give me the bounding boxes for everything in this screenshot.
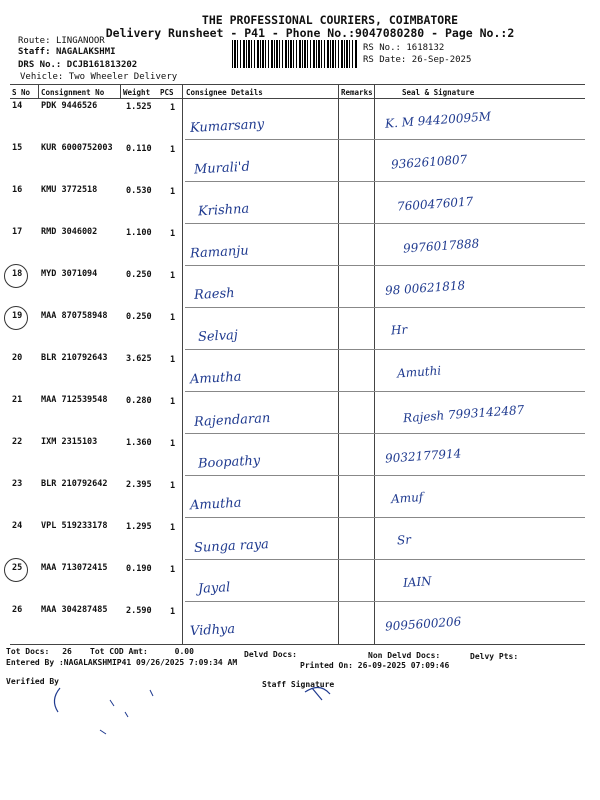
row-sno: 18 — [12, 269, 23, 279]
row-sno: 15 — [12, 143, 23, 153]
row-consignment-no: BLR 210792642 — [41, 479, 108, 489]
row-consignment-no: MAA 304287485 — [41, 605, 108, 615]
printed-on: Printed On: 26-09-2025 07:09:46 — [300, 661, 450, 670]
row-consignee-handwriting: Krishna — [197, 201, 250, 220]
row-pcs: 1 — [170, 271, 176, 281]
rs-date-value: 26-Sep-2025 — [411, 55, 472, 65]
row-sno: 26 — [12, 605, 23, 615]
rs-no-label: RS No.: — [363, 43, 401, 53]
company-title: THE PROFESSIONAL COURIERS, COIMBATORE — [201, 13, 459, 27]
row-consignment-no: MAA 713072415 — [41, 563, 108, 573]
col-header-weight: Weight — [123, 88, 151, 97]
col-header-consignment: Consignment No — [41, 88, 105, 97]
row-consignment-no: KUR 6000752003 — [41, 143, 113, 153]
row-weight: 0.110 — [126, 144, 152, 154]
staff-signature-label: Staff Signature — [262, 680, 335, 689]
row-weight: 0.280 — [126, 396, 152, 406]
verified-by: Verified By — [6, 677, 59, 686]
row-sno: 14 — [12, 101, 23, 111]
col-header-consignee: Consignee Details — [186, 88, 263, 97]
row-consignee-handwriting: Sunga raya — [193, 537, 270, 556]
staff-value: NAGALAKSHMI — [55, 47, 116, 57]
row-consignment-no: MAA 712539548 — [41, 395, 108, 405]
row-signature: 9095600206 — [384, 614, 462, 634]
row-consignment-no: RMD 3046002 — [41, 227, 98, 237]
row-consignee-handwriting: Vidhya — [189, 621, 236, 640]
row-weight: 0.250 — [126, 270, 152, 280]
row-weight: 0.190 — [126, 564, 152, 574]
row-pcs: 1 — [170, 565, 176, 575]
row-pcs: 1 — [170, 607, 176, 617]
row-signature: 9976017888 — [402, 236, 480, 256]
delvy-pts-label: Delvy Pts: — [470, 652, 519, 661]
delvd-docs-label: Delvd Docs: — [244, 650, 297, 659]
row-sno: 24 — [12, 521, 23, 531]
drs-label: DRS No.: — [18, 60, 62, 70]
tot-docs-value: 26 — [62, 647, 72, 656]
row-consignment-no: KMU 3772518 — [41, 185, 98, 195]
row-signature: Rajesh 7993142487 — [402, 402, 525, 426]
row-weight: 2.395 — [126, 480, 152, 490]
rs-date-label: RS Date: — [363, 55, 407, 65]
row-consignment-no: PDK 9446526 — [41, 101, 98, 111]
row-pcs: 1 — [170, 355, 176, 365]
row-consignee-handwriting: Amutha — [189, 369, 242, 388]
row-signature: Amuf — [390, 489, 424, 507]
tot-cod-label: Tot COD Amt: — [90, 647, 148, 656]
route-label: Route: — [18, 36, 51, 46]
row-weight: 1.525 — [126, 102, 152, 112]
row-sno: 19 — [12, 311, 23, 321]
row-sno: 20 — [12, 353, 23, 363]
row-pcs: 1 — [170, 103, 176, 113]
row-sno: 25 — [12, 563, 23, 573]
row-consignment-no: MAA 870758948 — [41, 311, 108, 321]
vehicle-value: Two Wheeler Delivery — [68, 72, 178, 82]
tot-docs-label: Tot Docs: — [6, 647, 50, 656]
row-signature: 9032177914 — [384, 446, 462, 466]
row-signature: Sr — [396, 532, 412, 548]
row-pcs: 1 — [170, 397, 176, 407]
row-consignment-no: IXM 2315103 — [41, 437, 98, 447]
row-consignee-handwriting: Boopathy — [197, 453, 261, 472]
row-consignee-handwriting: Rajendaran — [193, 411, 271, 430]
col-header-seal: Seal & Signature — [402, 88, 475, 97]
row-sno: 16 — [12, 185, 23, 195]
row-consignment-no: MYD 3071094 — [41, 269, 98, 279]
row-pcs: 1 — [170, 481, 176, 491]
row-consignee-handwriting: Selvaj — [197, 327, 239, 346]
row-consignee-handwriting: Amutha — [189, 495, 242, 514]
row-weight: 0.250 — [126, 312, 152, 322]
row-weight: 1.100 — [126, 228, 152, 238]
row-pcs: 1 — [170, 523, 176, 533]
row-signature: Amuthi — [396, 363, 442, 381]
row-consignee-handwriting: Jayal — [197, 580, 231, 597]
row-sno: 22 — [12, 437, 23, 447]
rs-no-value: 1618132 — [406, 43, 445, 53]
runsheet-subtitle: Delivery Runsheet - P41 - Phone No.:9047080280 - Page No.:2 — [105, 26, 515, 40]
row-signature: 9362610807 — [390, 152, 468, 172]
tot-cod-value: 0.00 — [174, 647, 194, 656]
row-pcs: 1 — [170, 187, 176, 197]
row-weight: 2.590 — [126, 606, 152, 616]
row-consignee-handwriting: Murali'd — [193, 159, 251, 178]
row-sno: 21 — [12, 395, 23, 405]
row-consignee-handwriting: Kumarsany — [189, 117, 265, 136]
row-weight: 1.295 — [126, 522, 152, 532]
row-weight: 1.360 — [126, 438, 152, 448]
vehicle-label: Vehicle: — [20, 72, 64, 82]
row-pcs: 1 — [170, 313, 176, 323]
drs-value: DCJB161813202 — [66, 60, 138, 70]
staff-label: Staff: — [18, 47, 51, 57]
row-signature: Hr — [390, 322, 408, 338]
row-pcs: 1 — [170, 229, 176, 239]
row-signature: 7600476017 — [396, 194, 474, 214]
row-consignment-no: VPL 519233178 — [41, 521, 108, 531]
row-signature: IAIN — [402, 574, 433, 590]
non-delvd-docs-label: Non Delvd Docs: — [368, 651, 441, 660]
col-header-sno: S No — [12, 88, 31, 97]
row-signature: 98 00621818 — [384, 278, 466, 298]
row-consignment-no: BLR 210792643 — [41, 353, 108, 363]
row-pcs: 1 — [170, 145, 176, 155]
row-consignee-handwriting: Ramanju — [189, 243, 250, 262]
row-pcs: 1 — [170, 439, 176, 449]
col-header-pcs: PCS — [160, 88, 174, 97]
entered-by: Entered By :NAGALAKSHMIP41 09/26/2025 7:09:34 AM — [6, 658, 238, 667]
row-signature: K. M 94420095M — [384, 109, 492, 131]
row-weight: 0.530 — [126, 186, 152, 196]
row-sno: 17 — [12, 227, 23, 237]
row-consignee-handwriting: Raesh — [193, 285, 235, 304]
row-sno: 23 — [12, 479, 23, 489]
row-weight: 3.625 — [126, 354, 152, 364]
route-value: LINGANOOR — [55, 36, 105, 46]
col-header-remarks: Remarks — [341, 88, 373, 97]
